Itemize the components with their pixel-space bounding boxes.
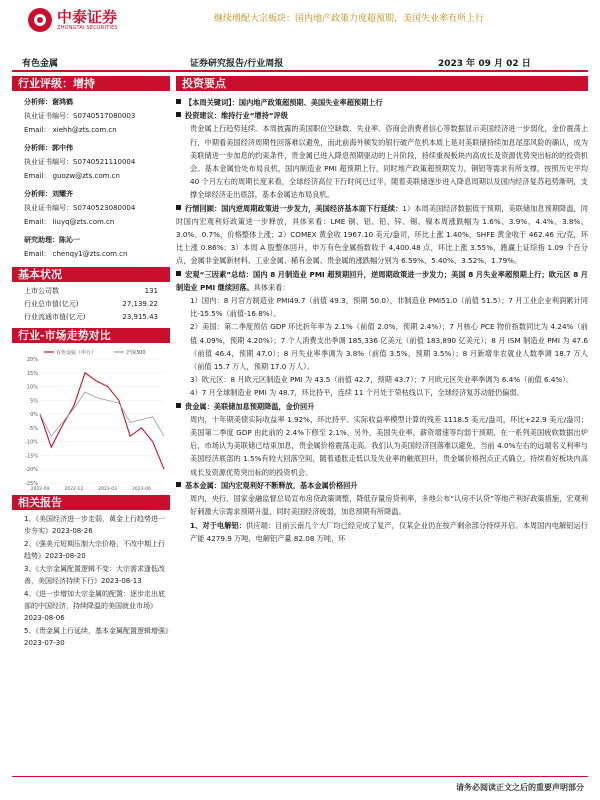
- market-review-title: 行情回顾：国内逆周期政策进一步发力，美国经济基本面下行延续：: [185, 203, 403, 213]
- x-tick-label: 2022-09: [30, 487, 50, 492]
- trend-chart-svg: [12, 343, 170, 495]
- legend-label: 有色金属（申万）: [56, 350, 97, 356]
- basic-key: 行业流通市值(亿元): [24, 313, 86, 321]
- related-report-item[interactable]: 3、《大宗金属配置逻辑不变：大宗需求逢低改善，美国经济持续下行》2023-08-13: [24, 565, 165, 585]
- legend-label: 沪深300: [126, 350, 146, 356]
- analyst-role: 分析师：: [24, 144, 52, 152]
- bullet-icon: [176, 112, 181, 117]
- trend-header: 行业-市场走势对比: [12, 328, 170, 343]
- basic-value: 23,915.43: [122, 313, 158, 321]
- base-metal-text: 周内，央行、国家金融监督总局宣布房贷政策调整，降低存量房贷利率，多地公布“认房不认贷”等地产利好政策措施，宏观利好刺激大宗需求预期升温，同时美国经济疲弱，加息预期有所降温。: [190, 494, 588, 517]
- basic-table: [12, 285, 170, 324]
- bullet-icon: [176, 205, 181, 210]
- related-report-item[interactable]: 5、《贵金属上行延续，基本金属配置逻辑增强》2023-07-30: [24, 627, 169, 647]
- analyst-email[interactable]: Email： xiehh@zts.com.cn: [24, 126, 117, 134]
- bullet-icon: [176, 403, 181, 408]
- basic-value: 131: [144, 287, 158, 295]
- analyst-email[interactable]: Email： chenqy1@zts.com.cn: [24, 250, 128, 258]
- y-tick-label: -10%: [25, 439, 38, 446]
- aluminum-title: 1、对于电解铝：: [190, 520, 247, 530]
- keyword-line: 【本周关键词】：国内地产政策超预期、美国失业率超预期上行: [185, 98, 383, 107]
- basic-header: 基本状况: [12, 267, 170, 282]
- y-tick-label: -5%: [28, 425, 38, 432]
- bullet-icon: [176, 271, 181, 276]
- analyst-card: [12, 187, 170, 229]
- macro-domestic: 1）国内：8 月官方制造业 PMI49.7（前值 49.3，预期 50.0），非制造业 PMI51.0（前值 51.5）；7 月工业企业利润累计同比-15.5%（前值-16.8%）。: [190, 296, 588, 319]
- analyst-cert: 执业证书编号：S0740517080003: [24, 112, 136, 120]
- logo-text: 中泰证券: [57, 8, 118, 26]
- investment-advice-title: 投资建议：维持行业“增持”评级: [185, 111, 288, 121]
- analyst-card: [12, 233, 170, 261]
- y-tick-label: -20%: [25, 467, 38, 474]
- right-column: [176, 76, 588, 545]
- analyst-card: [12, 141, 170, 183]
- bullet-icon: [176, 99, 181, 104]
- related-report-item[interactable]: 4、《进一步增加大宗金属的配置：逐步走出底部的中国经济，持续降温的美国就业市场》2023-08-06: [24, 590, 165, 622]
- investment-advice-text: 贵金属上行趋势延续。本周披露的美国职位空缺数、失业率、咨商会消费者信心等数据显示美国经济进一步弱化，金价震荡上行，中期看美国经济周期性回落难以避免，而此前海外频发的银行破产危机本质上是对美联储持续加息尾部风险的确认，成为美联储进一步加息的约束条件，贵金属已进入降息预期驱动的上升阶段，持续重视板块内高成长及资源优势突出标的的投资机会。基本金属恰处布局良机，国内制造业 PMI 超预期上行，同时地产政策超预期发力，铜铝等需求有所支撑，按照历史平均 40 个月左右的周期长度来看，全球经济高位下行时间已过半，随着美联储逐步进入降息周期以及国内经济复苏趋势渐明，支撑全球经济走出底部，基本金属达布局良机。: [190, 124, 588, 200]
- macro-us: 2）美国：第二季度预估 GDP 环比折年率为 2.1%（前值 2.0%，预期 2.4%）；7 月核心 PCE 物价指数同比为 4.24%（前值 4.09%，预期 4.20%）；7 个人消费支出季调 185,336 亿美元（前值 183,890 亿美元）；8 月 ISM 制造业 PMI 为 47.6（前值 46.4，预期 47.0）；8 月失业率季调为 3.8%（前值 3.5%，预期 3.5%）；8 月新增非农就业人数季调 18.7 万人（前值 15.7 万人，预期 17.0 万人）。: [190, 322, 588, 372]
- sector-label: 有色金属: [22, 59, 59, 69]
- basic-key: 行业总市值(亿元): [24, 300, 79, 308]
- report-headline: 继续增配大宗板块：国内地产政策力度超预期，美国失业率有所上行: [214, 14, 485, 24]
- basic-row: [12, 298, 170, 311]
- basic-key: 上市公司数: [24, 287, 59, 295]
- analyst-role: 研究助理：: [24, 236, 59, 244]
- basic-value: 27,139.22: [122, 300, 158, 308]
- summary-header: 投资要点: [176, 76, 588, 91]
- base-metal-title: 基本金属：国内宏观利好不断释放，基本金属价格回升: [185, 480, 358, 490]
- logo-subtext: ZHONGTAI SECURITIES: [57, 25, 118, 31]
- y-tick-label: 15%: [26, 370, 38, 377]
- y-tick-label: 0%: [30, 412, 38, 419]
- analyst-name: 郭中伟: [52, 144, 73, 152]
- analyst-role: 分析师：: [24, 98, 52, 106]
- x-tick-label: 2023-06: [132, 487, 151, 492]
- y-tick-label: 20%: [26, 357, 38, 363]
- precious-metal-title: 贵金属：美联储加息预期降温，金价回升: [185, 401, 315, 411]
- analyst-list: [12, 95, 170, 261]
- analyst-email[interactable]: Email： guozw@zts.com.cn: [24, 172, 120, 180]
- analyst-name: 陈沁一: [59, 236, 80, 244]
- rating-header: 行业评级：增持: [12, 76, 170, 91]
- analyst-name: 谢鸿鹤: [52, 98, 73, 106]
- analyst-cert: 执业证书编号：S0740521110004: [24, 158, 136, 166]
- report-date: 2023 年 09 月 02 日: [438, 59, 531, 69]
- header-rule: [12, 70, 588, 72]
- related-report-item[interactable]: 1、《美国经济进一步走弱，黄金上行趋势进一步夯实》2023-08-26: [24, 515, 165, 535]
- x-tick-label: 2022-12: [64, 487, 84, 492]
- macro-global: 4）7 月全球制造业 PMI 为 48.7，环比持平，连续 11 个月处于荣枯线以下，全球经济复苏动能仍偏弱。: [190, 388, 524, 398]
- market-review-text: 1）本周美国经济数据低于预期，美联储加息预期降温，同时国内宏观利好政策进一步释放，具体来看：LME 铜、铝、铅、锌、锡、镍本周涨跌幅为 1.6%、3.9%、4.4%、3.8%、3.0%、0.7%，价格整体上涨；2）COMEX 黄金收 1967.10 美元/盎司，环比上涨 1.40%，SHFE 黄金收于 462.46 元/克，环比上涨 0.86%；3）本周 A 股整体回升，申万有色金属指数收于 4,400.48 点，环比上涨 3.55%，跑赢上证综指 1.09 个百分点，金属非金属新材料、工业金属、稀有金属、贵金属的涨跌幅分别为 6.59%、5.40%、3.52%、1.79%。: [176, 203, 588, 266]
- analyst-email[interactable]: Email： liuyq@zts.com.cn: [24, 218, 115, 226]
- series-line: [40, 373, 164, 469]
- y-tick-label: 10%: [26, 384, 38, 391]
- x-tick-label: 2023-03: [98, 487, 118, 492]
- aluminum-text: 供应端：目前云南几个大厂均已经完成了复产，仅某企业仍在按产剩余部分持续开启。本周国内电解铝运行产能 4279.9 万吨，电解铝产量 82.08 万吨，环: [190, 520, 588, 543]
- header: [0, 0, 600, 40]
- analyst-role: 分析师：: [24, 190, 52, 198]
- macro-title: 宏观“三因素”总结：国内 8 月制造业 PMI 超预期回升，逆周期政策进一步发力；美国 8 月失业率超预期上行；欧元区 8 月制造业 PMI 继续回落。: [176, 269, 588, 292]
- related-header: 相关报告: [12, 495, 170, 510]
- precious-metal-text: 周内，十年期美债实际收益率 1.92%，环比持平。实际收益率模型计算的残差 1118.5 美元/盎司，环比+22.9 美元/盎司；美国第二季度 GDP 由此前的 2.4%下修至 2.1%，另外，美国失业率、薪资增速等均弱于预期，在一系列美国疲软数据出炉后，市场认为美联储已结束加息，贵金属价格震荡走高。我们认为美国经济回落难以避免，当前 4.0%左右的远端名义利率与美国经济底部的 1.5%有较大回落空间，随着通胀走低以及失业率的触底回升，贵金属价格拐点正式确立，持续看好板块内高成长及资源优势突出标的的投资机会。: [190, 414, 588, 477]
- footer-rule: [12, 776, 588, 777]
- left-column: [12, 76, 170, 650]
- analyst-cert: 执业证书编号：S0740523080004: [24, 204, 136, 212]
- y-tick-label: 5%: [30, 398, 38, 405]
- related-list: [12, 513, 170, 649]
- macro-eurozone: 3）欧元区：8 月欧元区制造业 PMI 为 43.5（前值 42.7，预期 43.7）；7 月欧元区失业率季调为 6.4%（前值 6.4%）。: [190, 375, 574, 385]
- y-tick-label: -15%: [25, 453, 38, 460]
- analyst-name: 刘耀齐: [52, 190, 73, 198]
- logo-icon: [28, 8, 52, 32]
- basic-row: [12, 285, 170, 298]
- report-type: 证券研究报告/行业周报: [190, 59, 284, 69]
- company-logo: [28, 8, 118, 32]
- basic-row: [12, 311, 170, 324]
- related-report-item[interactable]: 2、《强美元短期压制大宗价格，不改中期上行趋势》2023-08-20: [24, 540, 165, 560]
- analyst-card: [12, 95, 170, 137]
- bullet-icon: [176, 482, 181, 487]
- macro-intro: 具体来看：: [253, 282, 290, 292]
- trend-chart: [12, 343, 170, 495]
- y-tick-label: -25%: [25, 481, 38, 487]
- footer-disclaimer: 请务必阅读正文之后的重要声明部分: [456, 783, 584, 792]
